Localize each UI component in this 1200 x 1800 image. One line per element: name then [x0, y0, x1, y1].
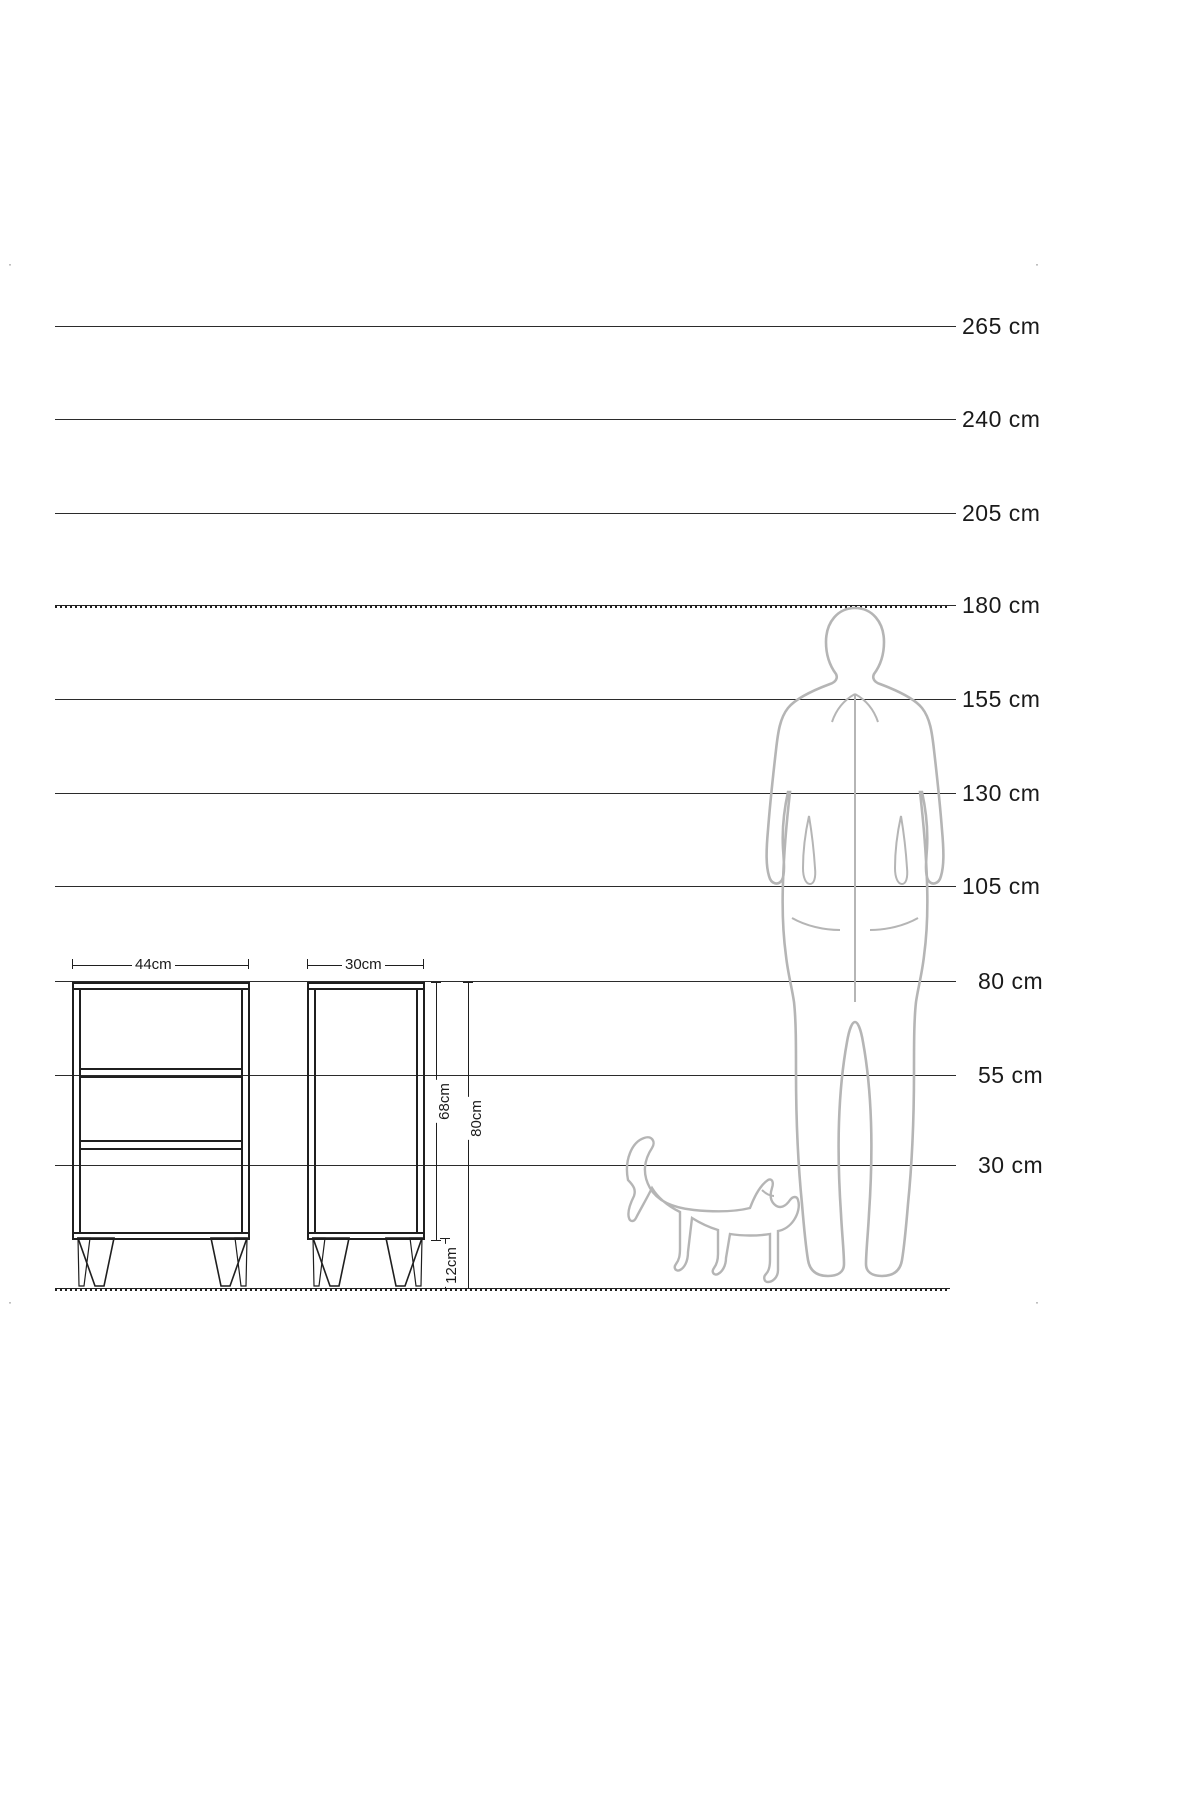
- shelf-divider-2-bottom: [79, 1148, 242, 1150]
- cabinet-top-panel: [307, 982, 425, 984]
- shelf-width-label: 44cm: [132, 956, 175, 973]
- scale-label-265: 265 cm: [962, 313, 1041, 339]
- cabinet-width-dim-cap-right: [423, 959, 424, 969]
- registration-mark-bottom-right: ·: [1035, 1295, 1039, 1309]
- dim-68-cap-top: [431, 982, 441, 983]
- shelf-top-panel-inner: [72, 988, 250, 990]
- cabinet-width-dim-cap-left: [307, 959, 308, 969]
- shelf-legs: [70, 1236, 255, 1290]
- cabinet-top-panel-inner: [307, 988, 425, 990]
- dim-80-cap-bottom: [463, 1288, 473, 1289]
- shelf-left-side: [72, 982, 74, 1238]
- shelf-divider-1-top: [79, 1068, 242, 1070]
- scale-label-130: 130 cm: [962, 780, 1041, 806]
- shelf-width-dim-cap-left: [72, 959, 73, 969]
- scale-tick-240: [938, 419, 956, 420]
- scale-label-180: 180 cm: [962, 592, 1041, 618]
- dim-12-cap-top: [440, 1238, 450, 1239]
- dim-68-cap-bottom: [431, 1240, 441, 1241]
- body-height-label: 68cm: [436, 1080, 453, 1123]
- man-silhouette: [752, 604, 957, 1290]
- scale-line-205: [55, 513, 950, 514]
- cabinet-legs: [305, 1236, 430, 1290]
- scale-label-80: 80 cm: [978, 968, 1044, 994]
- dim-12-cap-bottom: [440, 1288, 450, 1289]
- scale-tick-205: [938, 513, 956, 514]
- leg-height-label: 12cm: [443, 1244, 460, 1287]
- scale-label-240: 240 cm: [962, 406, 1041, 432]
- cabinet-left-side-inner: [314, 988, 316, 1232]
- total-height-label: 80cm: [468, 1097, 485, 1140]
- cabinet-width-label: 30cm: [342, 956, 385, 973]
- registration-mark-bottom-left: ·: [8, 1295, 12, 1309]
- scale-label-155: 155 cm: [962, 686, 1041, 712]
- dim-80-cap-top: [463, 982, 473, 983]
- shelf-top-panel: [72, 982, 250, 984]
- shelf-divider-2-top: [79, 1140, 242, 1142]
- shelf-right-side: [248, 982, 250, 1238]
- shelf-right-side-inner: [241, 988, 243, 1232]
- shelf-left-side-inner: [79, 988, 81, 1232]
- cabinet-bottom-panel: [307, 1232, 425, 1234]
- cabinet-right-side: [423, 982, 425, 1238]
- registration-mark-top-left: ·: [8, 257, 12, 271]
- scale-label-205: 205 cm: [962, 500, 1041, 526]
- cabinet-right-side-inner: [416, 988, 418, 1232]
- scale-label-105: 105 cm: [962, 873, 1041, 899]
- scale-line-240: [55, 419, 950, 420]
- scale-label-55: 55 cm: [978, 1062, 1044, 1088]
- shelf-width-dim-cap-right: [248, 959, 249, 969]
- shelf-divider-1-bottom: [79, 1076, 242, 1078]
- cabinet-left-side: [307, 982, 309, 1238]
- scale-line-265: [55, 326, 950, 327]
- shelf-bottom-panel: [72, 1232, 250, 1234]
- scale-label-30: 30 cm: [978, 1152, 1044, 1178]
- scale-tick-265: [938, 326, 956, 327]
- registration-mark-top-right: ·: [1035, 257, 1039, 271]
